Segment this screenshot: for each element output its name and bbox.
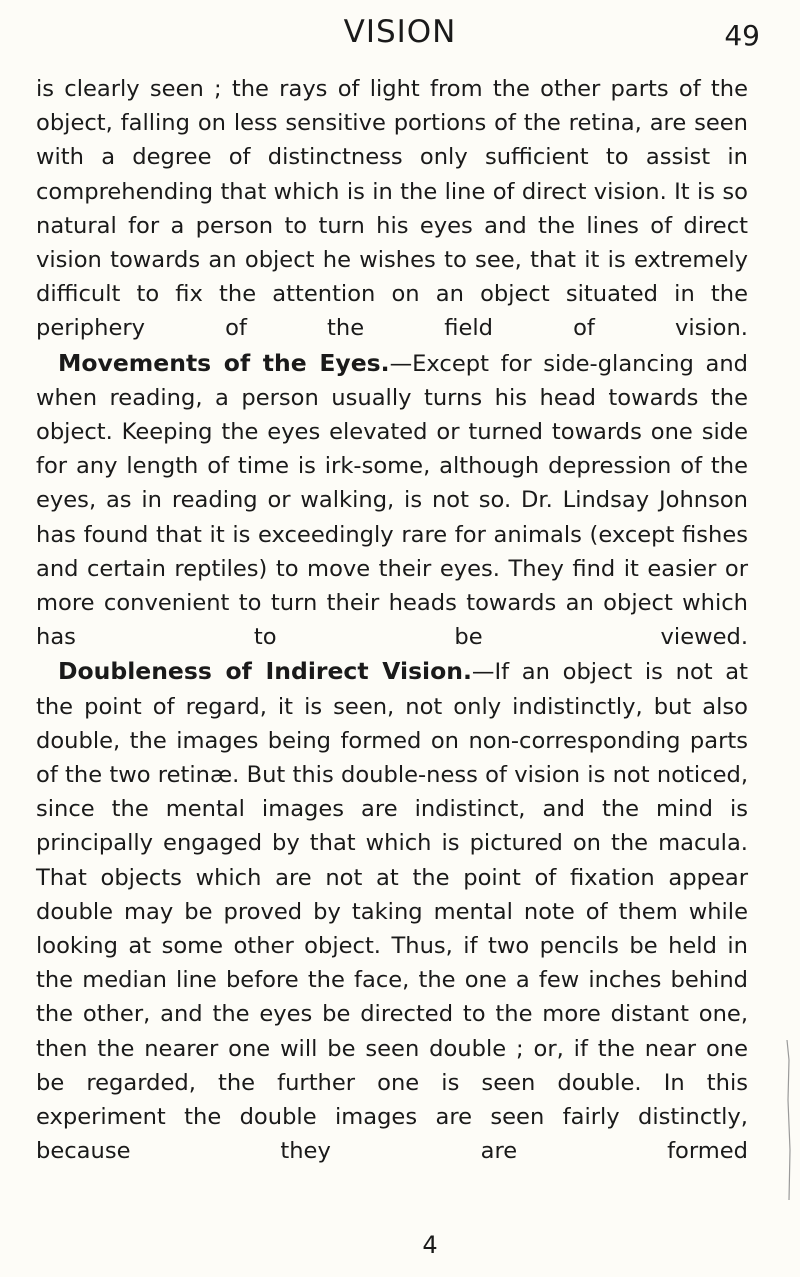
running-title: VISION [343, 14, 457, 50]
paragraph-text: is clearly seen ; the rays of light from the other parts of the object, falling on less sensitive portions of the retina, are seen with a degree of distinctness only sufficient to assist in comprehending that which is in the line of direct vision. It is so natural for a person to turn his eyes and the lines of direct vision towards an object he wishes to see, that it is extremely difficult to fix the attention on an object situated in the periphery of the field of vision. [36, 76, 748, 342]
paragraph-text: —If an object is not at the point of regard, it is seen, not only indistinctly, but also double, the images being formed on non-corresponding parts of the two retinæ. But this double-ness of vision is not noticed, since the mental images are indistinct, and the mind is principally engaged by that which is pictured on the macula. That objects which are not at the point of fixation appear double may be proved by taking mental note of them while looking at some other object. Thus, if two pencils be held in the median line before the face, the one a few inches behind the other, and the eyes be directed to the more distant one, then the nearer one will be seen double ; or, if the near one be regarded, the further one is seen double. In this experiment the double images are seen fairly distinctly, because they are formed [36, 659, 748, 1165]
paragraph-text: —Except for side-glancing and when reading, a person usually turns his head towards the object. Keeping the eyes elevated or turned towards one side for any length of time is irk-some, although depression of the eyes, as in reading or walking, is not so. Dr. Lindsay Johnson has found that it is exceedingly rare for animals (except fishes and certain reptiles) to move their eyes. They find it easier or more convenient to turn their heads towards an object which has to be viewed. [36, 350, 748, 651]
paragraph-heading: Movements of the Eyes. [58, 348, 390, 377]
margin-mark [786, 1040, 792, 1200]
signature-mark: 4 [422, 1231, 438, 1259]
body-text [36, 71, 748, 1169]
paragraph [36, 71, 748, 346]
paragraph-heading: Doubleness of Indirect Vision. [58, 657, 472, 686]
paragraph [36, 346, 748, 655]
page-number: 49 [724, 19, 760, 52]
paragraph [36, 654, 748, 1168]
